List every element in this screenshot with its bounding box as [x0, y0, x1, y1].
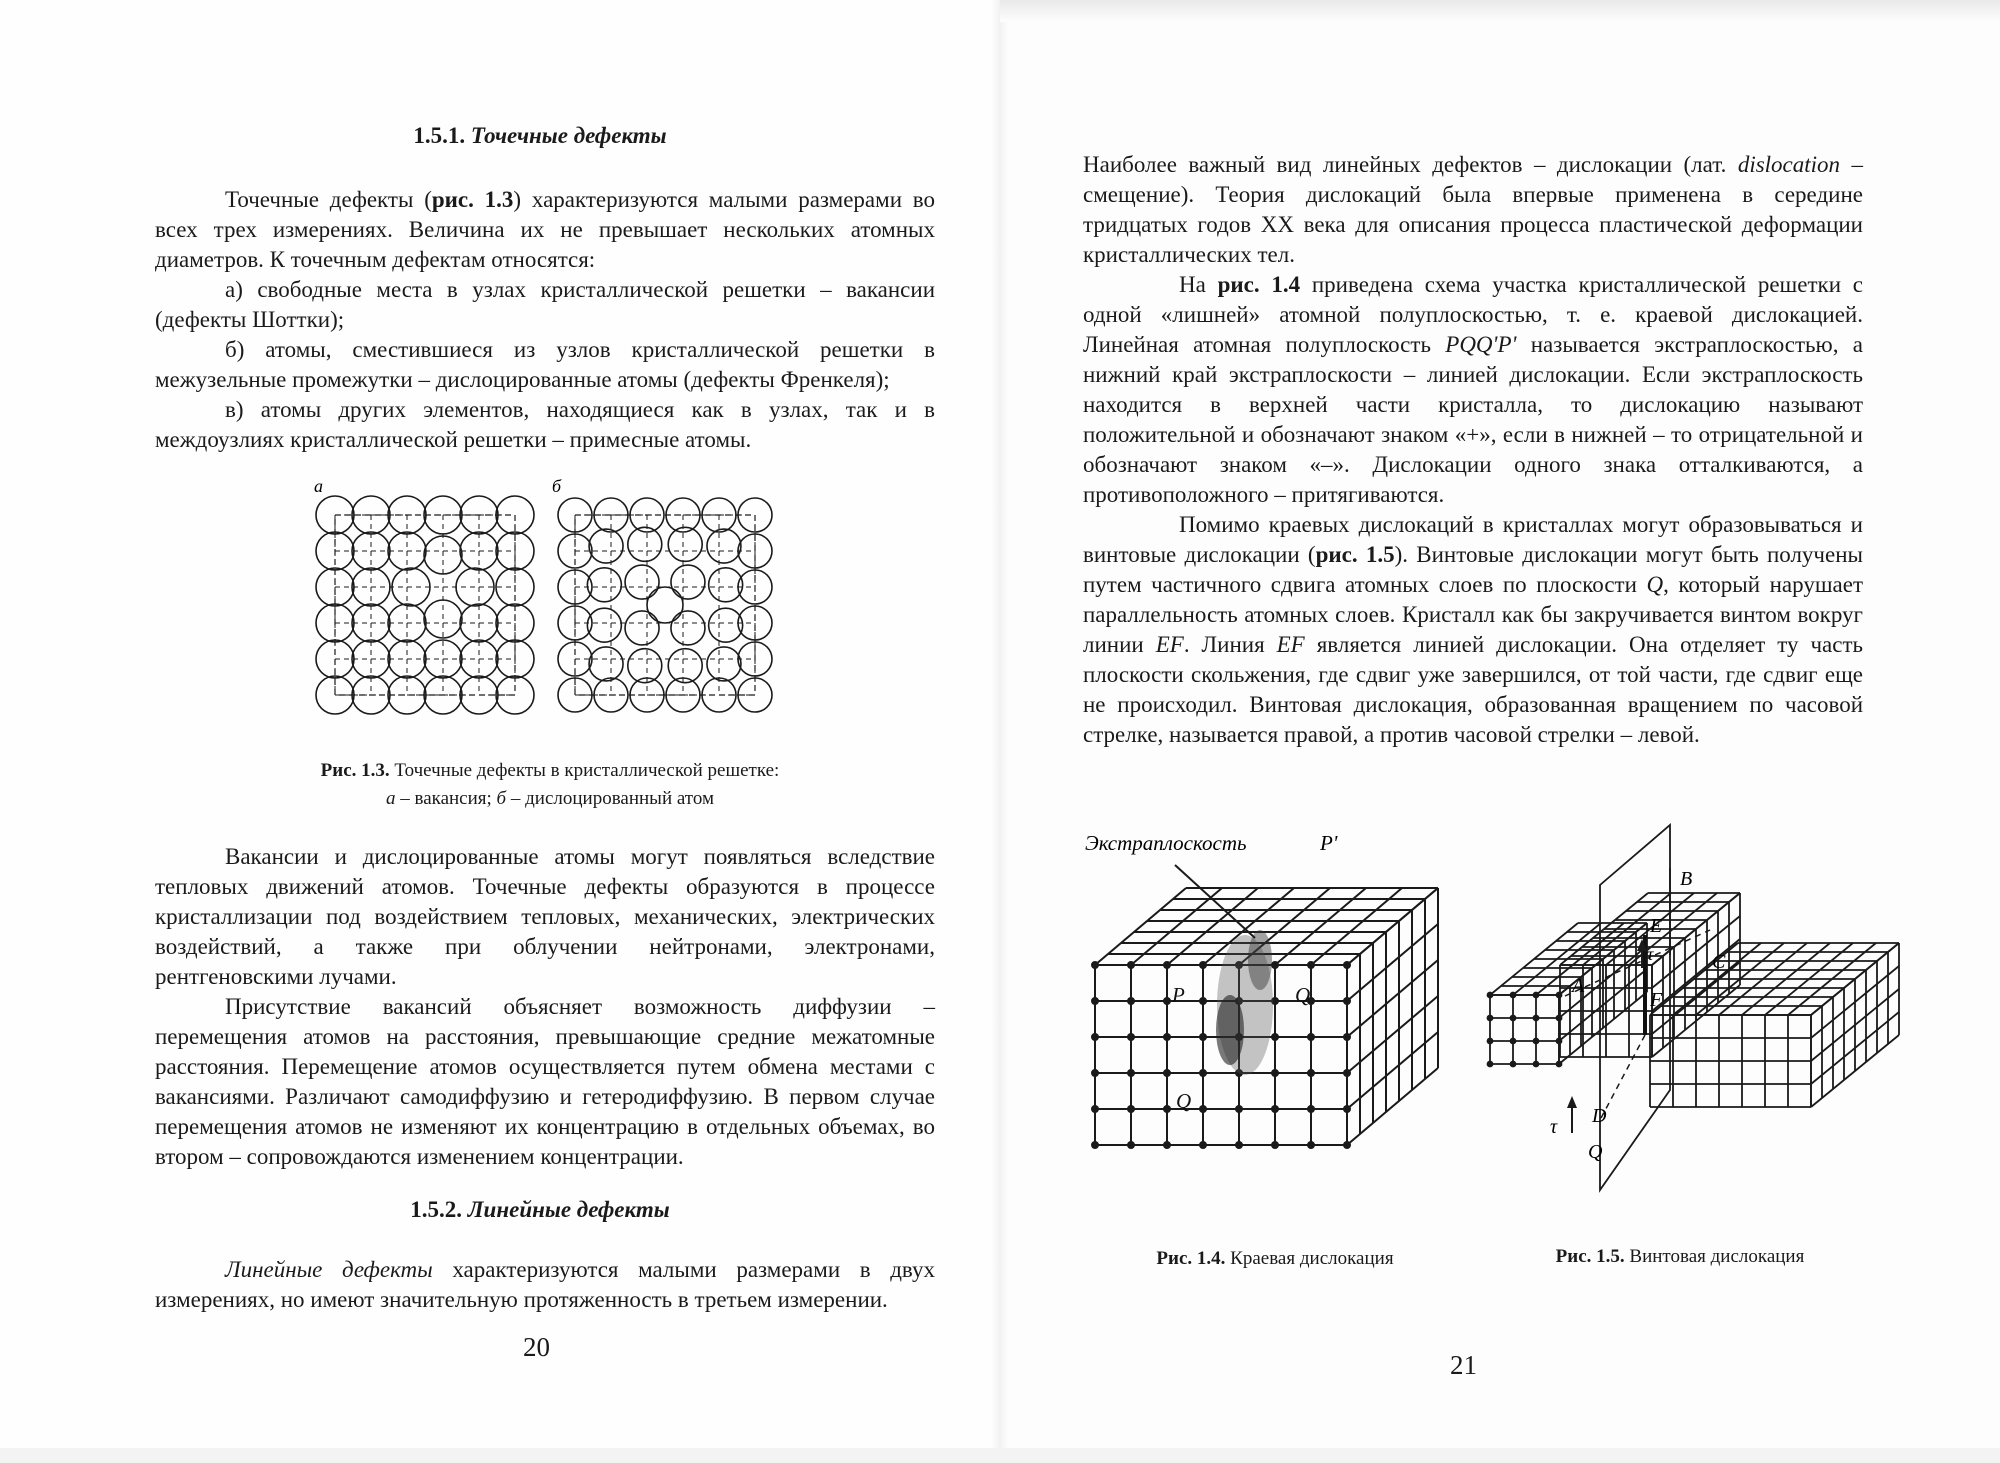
label-b: B	[1680, 868, 1693, 890]
paragraph-screw-dislocation: Помимо краевых дислокаций в кристаллах могут образовываться и винтовые дислокации (рис. 1.5). Винтовые дислокации могут быть получены путем частичного сдвига атомных слоев по плоскости Q, который нарушает параллельность атомных слоев. Кристалл как бы закручивается винтом вокруг линии EF. Линия EF является линией дислокации. Она отделяет ту часть плоскости скольжения, где сдвиг уже завершился, от той части, где сдвиг еще не происходил. Винтовая дислокация, образованная вращением по часовой стрелке, называется правой, а против часовой стрелки – левой.	[1083, 512, 1864, 747]
figure-ref: рис. 1.3	[431, 187, 514, 212]
label-a: A	[1572, 975, 1585, 997]
list-item-a: а) свободные места в узлах кристаллической решетки – вакансии (дефекты Шоттки);	[155, 277, 935, 332]
section-heading-point-defects	[300, 123, 780, 149]
figure-1-5-screw-dislocation	[1480, 820, 1900, 1200]
lattice-interstitial	[558, 498, 772, 712]
tau-arrowhead-lower	[1567, 1096, 1577, 1108]
paragraph-diffusion: Присутствие вакансий объясняет возможность диффузии – перемещения атомов на расстояния, превышающие средние межатомные расстояния. Перемещение атомов осуществляется путем обмена местами с вакансиями. Различают самодиффузию и гетеродиффузию. В первом случае перемещения атомов не изменяют их концентрацию в отдельных объемах, во втором – сопровождаются изменением концентрации.	[155, 994, 935, 1169]
section-heading-linear-defects: 1.5.2. Линейные дефекты	[410, 1197, 670, 1222]
page-number-left: 20	[523, 1332, 550, 1362]
left-text-block-3	[155, 1255, 935, 1315]
label-e: E	[1650, 915, 1663, 937]
scan-bottom-edge	[0, 1448, 2000, 1463]
figure-1-3-point-defects	[300, 470, 800, 730]
list-item-b: б) атомы, сместившиеся из узлов кристаллической решетки в межузельные промежутки – дислоцированные атомы (дефекты Френкеля);	[155, 337, 935, 392]
label-f: F	[1650, 989, 1663, 1011]
label-q-upper: Q	[1295, 983, 1311, 1007]
label-q: Q	[1588, 1141, 1603, 1163]
lattice-vacancy	[316, 496, 534, 714]
paragraph-dislocations: Наиболее важный вид линейных дефектов – дислокации (лат. dislocation – смещение). Теория дислокаций была впервые применена в середине тридцатых годов XX века для описания процесса пластической деформации кристаллических тел.	[1083, 152, 1864, 267]
caption-figure-1-3: Рис. 1.3. Точечные дефекты в кристаллической решетке: а – вакансия; б – дислоцированный атом	[320, 760, 780, 809]
page-number-right: 21	[1450, 1350, 1477, 1380]
fig-label-a: а	[314, 476, 323, 496]
label-q-lower: Q	[1176, 1089, 1192, 1113]
heading-number: 1.5.1.	[413, 123, 471, 148]
paragraph-intro: Точечные дефекты (рис. 1.3) характеризуются малыми размерами во всех трех измерениях. Величина их не превышает нескольких атомных диаметров. К точечным дефектам относятся:	[155, 187, 935, 272]
extra-half-plane	[1216, 930, 1273, 1075]
right-text-block	[1083, 150, 1863, 750]
book-gutter	[990, 0, 1010, 1463]
label-tau-upper: τ	[1647, 944, 1654, 964]
paragraph-vacancies: Вакансии и дислоцированные атомы могут появляться вследствие тепловых движений атомов. Точечные дефекты образуются в процессе кристаллизации под воздействием тепловых, механических, электрических воздействий, а также при облучении нейтронами, электронами, рентгеновскими лучами.	[155, 844, 935, 989]
caption-figure-1-5: Рис. 1.5. Винтовая дислокация	[1555, 1246, 1805, 1267]
label-d: D	[1592, 1105, 1607, 1127]
scan-top-shadow	[1000, 0, 2000, 22]
label-tau-lower: τ	[1550, 1116, 1558, 1138]
label-c: C	[1712, 951, 1726, 973]
label-p-prime: P'	[1320, 831, 1338, 855]
list-item-c: в) атомы других элементов, находящиеся как в узлах, так и в междоузлиях кристаллической решетки – примесные атомы.	[155, 397, 935, 452]
screw-lattice-box	[1488, 893, 1900, 1107]
label-p: P	[1172, 983, 1185, 1007]
label-extraplane: Экстраплоскость	[1085, 831, 1247, 855]
fig-label-b: б	[552, 476, 562, 496]
heading-title: Точечные дефекты	[470, 123, 667, 148]
figure-1-4-edge-dislocation	[1080, 820, 1480, 1180]
caption-ref: Рис. 1.3.	[320, 760, 390, 781]
left-text-block-1	[155, 185, 935, 455]
caption-figure-1-4: Рис. 1.4. Краевая дислокация	[1156, 1248, 1394, 1269]
left-text-block-2	[155, 842, 935, 1172]
paragraph-linear-defects: Линейные дефекты характеризуются малыми размерами в двух измерениях, но имеют значительную протяженность в третьем измерении.	[155, 1257, 935, 1312]
paragraph-edge-dislocation: На рис. 1.4 приведена схема участка кристаллической решетки с одной «лишней» атомной полуплоскостью, т. е. краевой дислокацией. Линейная атомная полуплоскость PQQ'P' называется экстраплоскостью, а нижний край экстраплоскости – линией дислокации. Если экстраплоскость находится в верхней части кристалла, то дислокацию называют положительной и обозначают знаком «+», если в нижней – то отрицательной и обозначают знаком «–». Дислокации одного знака отталкиваются, а противоположного – притягиваются.	[1083, 272, 1863, 507]
